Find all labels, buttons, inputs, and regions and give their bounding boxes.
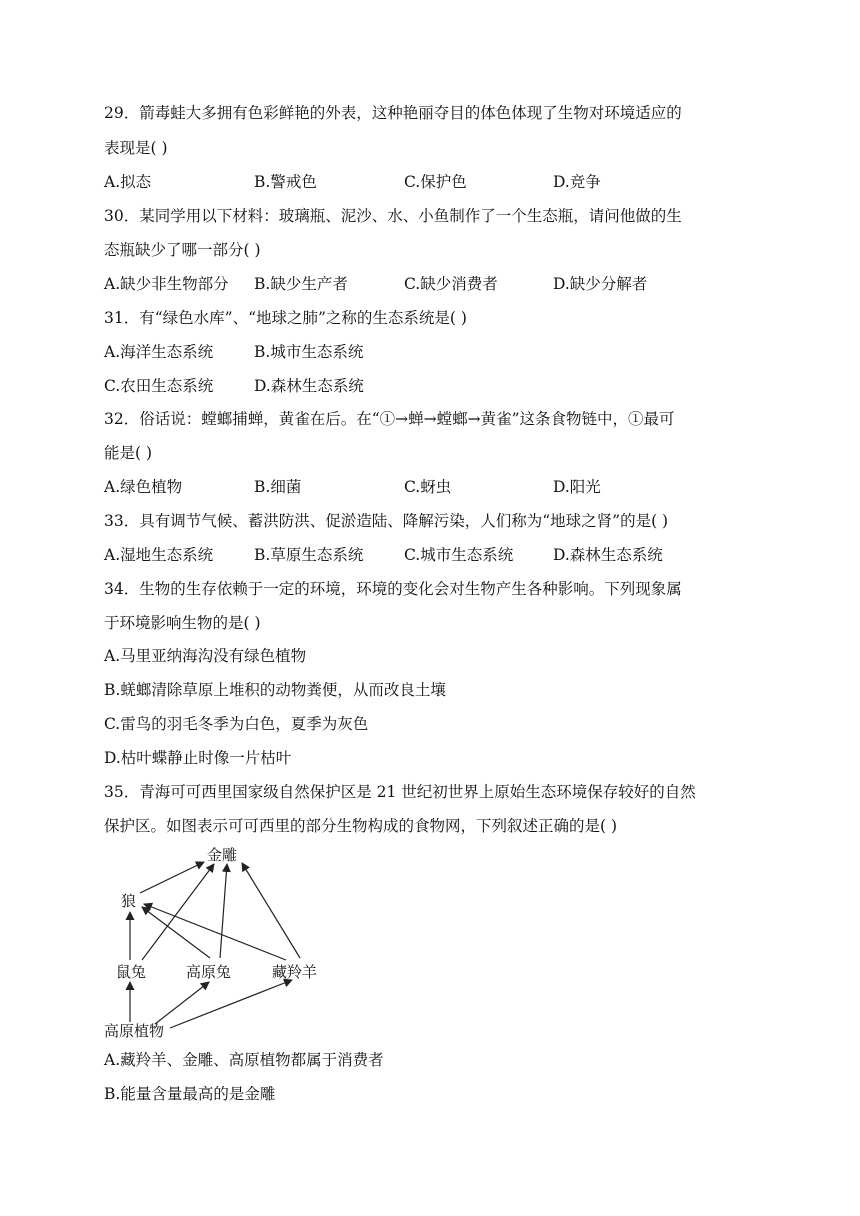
q29-option-b: B.警戒色 (254, 173, 317, 191)
q31-option-c: C.农田生态系统 (104, 377, 214, 395)
q30-option-a: A.缺少非生物部分 (104, 275, 229, 293)
q32-option-b: B.细菌 (254, 478, 302, 496)
q32-option-a: A.绿色植物 (104, 478, 183, 496)
q33-option-c: C.城市生态系统 (404, 546, 514, 564)
q33-stem-line-1: 33．具有调节气候、蓄洪防洪、促淤造陆、降解污染，人们称为“地球之肾”的是( ) (104, 512, 669, 530)
q31-option-a: A.海洋生态系统 (104, 343, 214, 361)
q32-option-d: D.阳光 (553, 478, 601, 496)
node-hare: 高原兔 (186, 963, 232, 981)
q35-option-b: B.能量含量最高的是金雕 (104, 1085, 276, 1103)
q33-option-a: A.湿地生态系统 (104, 546, 214, 564)
q35-stem-line-1: 35．青海可可西里国家级自然保护区是 21 世纪初世界上原始生态环境保存较好的自然 (104, 783, 696, 801)
q31-option-d: D.森林生态系统 (254, 377, 364, 395)
edge-wolf-eagle (140, 862, 204, 893)
node-antelope: 藏羚羊 (272, 963, 318, 981)
q32-option-c: C.蚜虫 (404, 478, 452, 496)
q33-option-d: D.森林生态系统 (553, 546, 663, 564)
q34-stem-line-1: 34．生物的生存依赖于一定的环境，环境的变化会对生物产生各种影响。下列现象属 (104, 580, 682, 598)
q31-option-b: B.城市生态系统 (254, 343, 364, 361)
edge-pika-eagle (142, 864, 214, 960)
q33-option-b: B.草原生态系统 (254, 546, 364, 564)
q35-option-a: A.藏羚羊、金雕、高原植物都属于消费者 (104, 1051, 384, 1069)
edge-plant-hare (155, 982, 209, 1024)
q34-option-a: A.马里亚纳海沟没有绿色植物 (104, 647, 307, 665)
q30-option-c: C.缺少消费者 (404, 275, 498, 293)
q29-option-c: C.保护色 (404, 173, 467, 191)
node-pika: 鼠兔 (116, 963, 147, 981)
q29-stem-line-1: 29．箭毒蛙大多拥有色彩鲜艳的外表，这种艳丽夺目的体色体现了生物对环境适应的 (104, 104, 682, 122)
q30-stem-line-1: 30．某同学用以下材料：玻璃瓶、泥沙、水、小鱼制作了一个生态瓶，请问他做的生 (104, 207, 682, 225)
node-eagle: 金雕 (207, 846, 238, 864)
food-web-diagram (100, 840, 340, 1045)
q31-stem-line-1: 31．有“绿色水库”、“地球之肺”之称的生态系统是( ) (104, 309, 467, 327)
q34-stem-line-2: 于环境影响生物的是( ) (104, 614, 261, 632)
edge-hare-eagle (220, 864, 227, 958)
q35-stem-line-2: 保护区。如图表示可可西里的部分生物构成的食物网，下列叙述正确的是( ) (104, 817, 618, 835)
q29-option-a: A.拟态 (104, 173, 152, 191)
q30-option-d: D.缺少分解者 (553, 275, 648, 293)
q29-stem-line-2: 表现是( ) (104, 139, 168, 157)
q32-stem-line-1: 32．俗话说：螳螂捕蝉，黄雀在后。在“①→蝉→螳螂→黄雀”这条食物链中，①最可 (104, 410, 675, 428)
edge-plant-antelope (170, 980, 292, 1028)
edge-antelope-eagle (242, 863, 300, 958)
q34-option-c: C.雷鸟的羽毛冬季为白色，夏季为灰色 (104, 715, 369, 733)
node-plant: 高原植物 (104, 1022, 165, 1040)
edge-antelope-wolf (144, 904, 286, 960)
node-wolf: 狼 (121, 892, 137, 910)
q32-stem-line-2: 能是( ) (104, 444, 153, 462)
q30-stem-line-2: 态瓶缺少了哪一部分( ) (104, 241, 261, 259)
q34-option-d: D.枯叶蝶静止时像一片枯叶 (104, 749, 292, 767)
q34-option-b: B.蜣螂清除草原上堆积的动物粪便，从而改良土壤 (104, 681, 446, 699)
q29-option-d: D.竞争 (553, 173, 601, 191)
q30-option-b: B.缺少生产者 (254, 275, 348, 293)
